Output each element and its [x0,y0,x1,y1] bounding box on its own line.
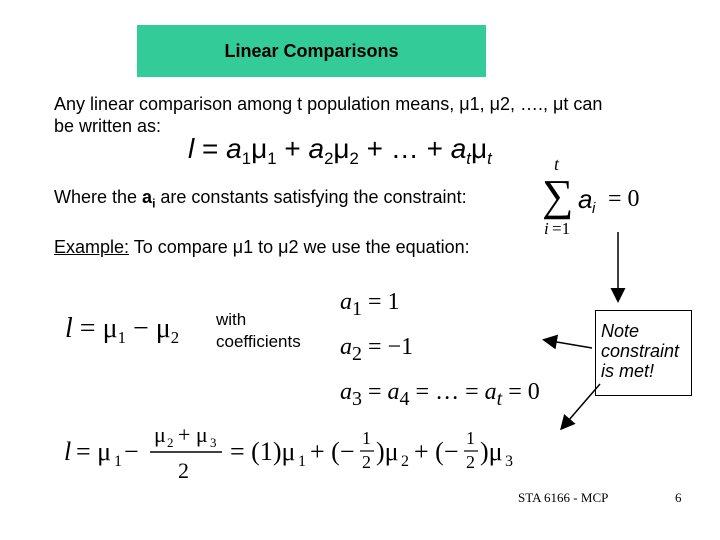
svg-text:i: i [592,200,596,217]
svg-text:+ (−: + (− [414,437,459,466]
svg-text:+ μ: + μ [178,422,208,447]
footer-page-number: 6 [675,490,682,505]
arrow-left [545,340,592,348]
footer-course: STA 6166 - MCP [518,490,609,505]
svg-text:2: 2 [362,452,371,472]
slide-title-text: Linear Comparisons [224,40,399,61]
svg-text:−: − [124,437,139,466]
svg-text:a: a [578,184,593,214]
svg-text:i: i [544,219,549,238]
svg-text:3: 3 [505,453,513,470]
with-coefficients-label: with coefficients [216,310,301,351]
svg-text:2: 2 [178,458,189,483]
note-box: Note constraint is met! [595,310,692,396]
intro-line-1: Any linear comparison among t population means, μ1, μ2, …., μt can [54,94,603,114]
where-text: Where the $a_i$ are constants satisfying the constraint: [54,187,467,211]
svg-text:1: 1 [466,428,475,448]
linear-comparison-equation: $l = a_1\mu_1 + a_2\mu_2$ + … + $a_t\mu_t$ [188,133,492,168]
svg-text:∑: ∑ [542,171,574,220]
svg-text:= 0: = 0 [608,186,640,212]
example-text: Example: To compare μ1 to μ2 we use the equation: [54,237,470,257]
svg-text:+ (−: + (− [310,437,355,466]
svg-text:)μ: )μ [480,437,503,466]
svg-text:1: 1 [362,428,371,448]
svg-text:1: 1 [114,453,122,470]
svg-text:t: t [554,154,560,174]
svg-text:l: l [64,437,72,466]
svg-text:1: 1 [298,453,306,470]
difference-equation: $l = \mu_1 - \mu_2$ [65,313,180,347]
svg-text:μ: μ [154,422,166,447]
arrow-down-left [562,384,600,428]
svg-text:)μ: )μ [376,437,399,466]
svg-text:2: 2 [401,453,409,470]
svg-text:=1: =1 [552,219,571,238]
svg-text:= (1)μ: = (1)μ [230,437,296,466]
expanded-comparison-equation [60,420,560,490]
svg-text:3: 3 [210,435,217,450]
intro-line-2: be written as: [54,116,162,136]
svg-text:= μ: = μ [76,437,112,466]
coefficient-list: $a_1 = 1$ $a_2 = -1$ $a_3 = a_4$ = … = $a_t = 0$ [340,289,540,410]
svg-text:2: 2 [167,435,174,450]
svg-text:2: 2 [466,452,475,472]
